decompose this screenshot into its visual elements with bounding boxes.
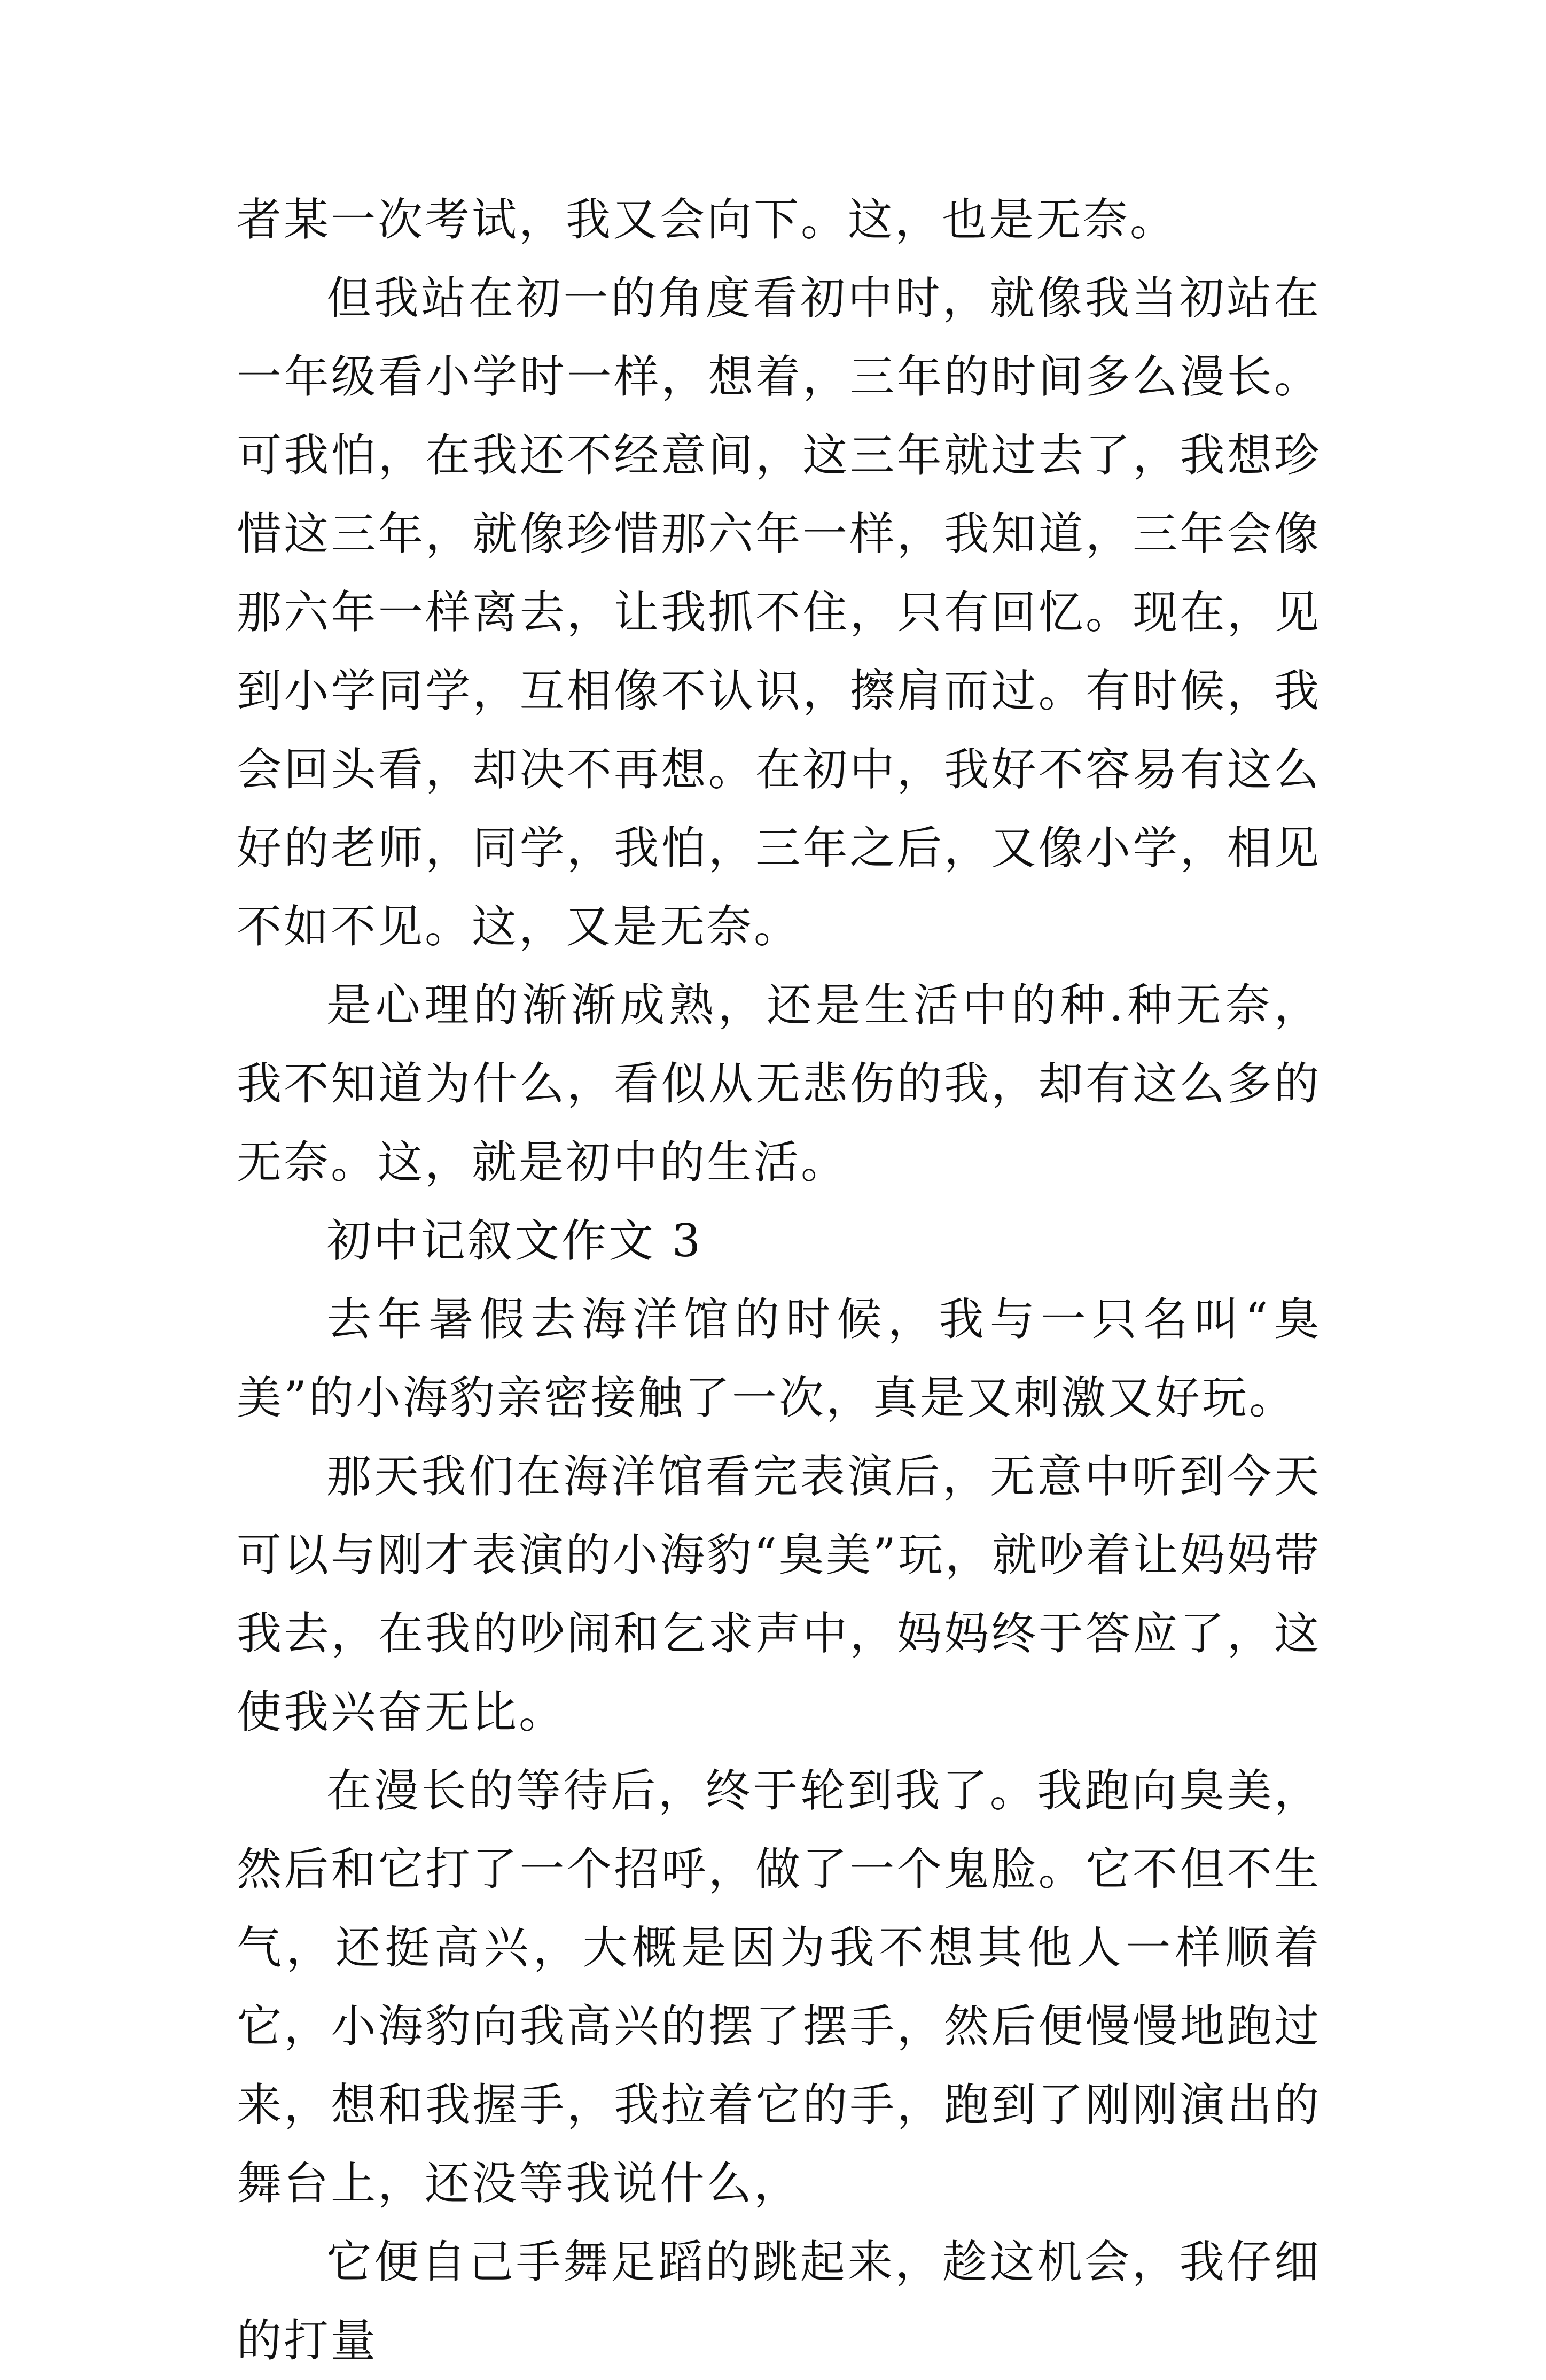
section-heading: 初中记叙文作文 3 xyxy=(326,1215,703,1267)
paragraph: 它便自己手舞足蹈的跳起来，趁这机会，我仔细的打量 xyxy=(237,2236,1321,2367)
paragraph: 那天我们在海洋馆看完表演后，无意中听到今天可以与刚才表演的小海豹“臭美”玩，就吵着让妈妈带我去，在我的吵闹和乞求声中，妈妈终于答应了，这使我兴奋无比。 xyxy=(237,1450,1321,1738)
paragraph: 在漫长的等待后，终于轮到我了。我跑向臭美，然后和它打了一个招呼，做了一个鬼脸。它不但不生气，还挺高兴，大概是因为我不想其他人一样顺着它，小海豹向我高兴的摆了摆手，然后便慢慢地跑过来，想和我握手，我拉着它的手，跑到了刚刚演出的舞台上，还没等我说什么， xyxy=(237,1764,1321,2210)
paragraph: 但我站在初一的角度看初中时，就像我当初站在一年级看小学时一样，想着，三年的时间多么漫长。可我怕，在我还不经意间，这三年就过去了，我想珍惜这三年，就像珍惜那六年一样，我知道，三年会像那六年一样离去，让我抓不住，只有回忆。现在，见到小学同学，互相像不认识，擦肩而过。有时候，我会回头看，却决不再想。在初中，我好不容易有这么好的老师，同学，我怕，三年之后，又像小学，相见不如不见。这，又是无奈。 xyxy=(237,272,1321,953)
paragraph: 是心理的渐渐成熟，还是生活中的种.种无奈，我不知道为什么，看似从无悲伤的我，却有这么多的无奈。这，就是初中的生活。 xyxy=(237,979,1321,1188)
document-body xyxy=(237,181,1321,2380)
paragraph-continuation: 者某一次考试，我又会向下。这，也是无奈。 xyxy=(237,193,1177,246)
paragraph: 去年暑假去海洋馆的时候，我与一只名叫“臭美”的小海豹亲密接触了一次，真是又刺激又好玩。 xyxy=(237,1293,1321,1424)
